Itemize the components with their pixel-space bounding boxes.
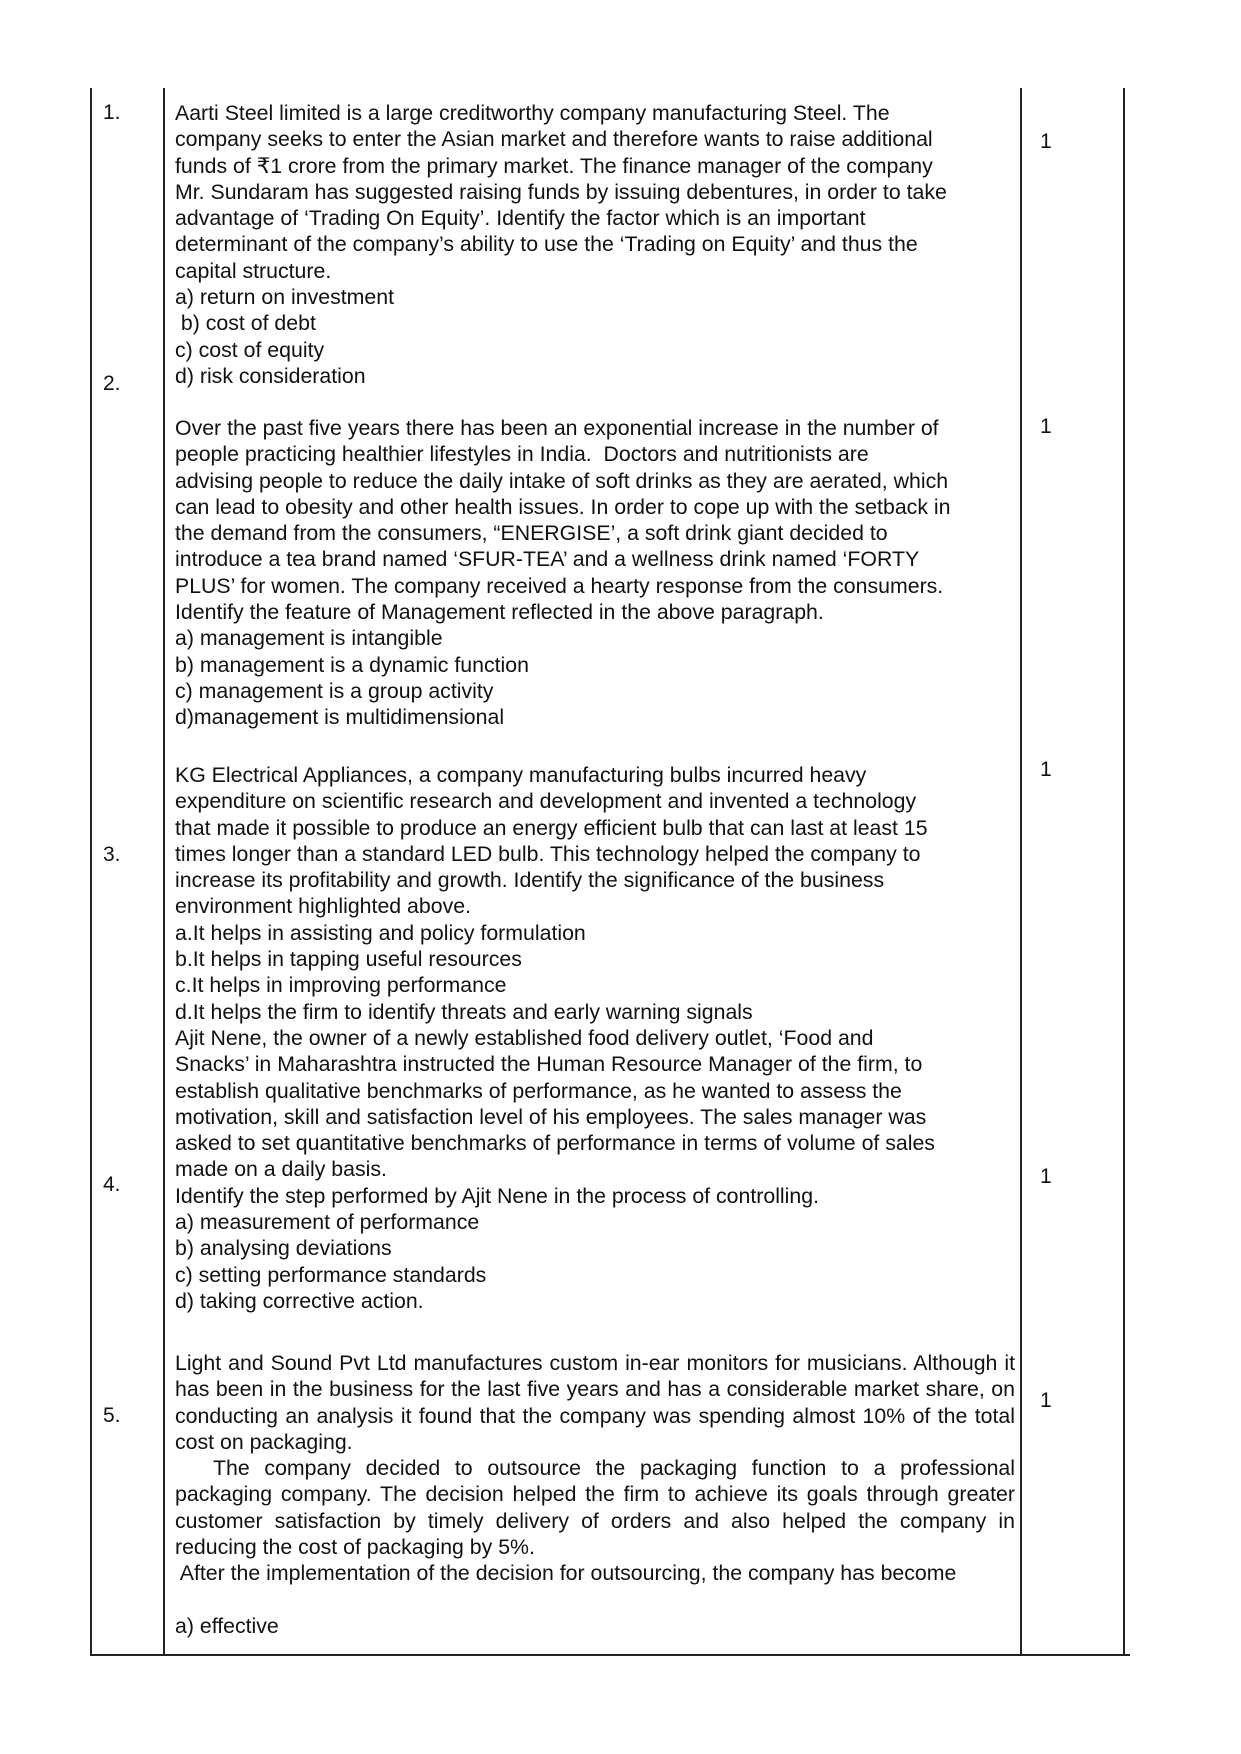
answer-option: c.It helps in improving performance — [175, 973, 507, 998]
question-line: establish qualitative benchmarks of performance, as he wanted to assess the — [175, 1078, 902, 1103]
table-column-divider — [163, 88, 165, 1656]
question-2-text — [175, 415, 1015, 731]
question-line: made on a daily basis. — [175, 1157, 387, 1182]
question-line: the demand from the consumers, “ENERGISE’, a soft drink giant decided to — [175, 521, 888, 546]
question-line: KG Electrical Appliances, a company manufacturing bulbs incurred heavy — [175, 763, 867, 787]
answer-option: a) measurement of performance — [175, 1210, 480, 1235]
question-line: Ajit Nene, the owner of a newly established food delivery outlet, ‘Food and — [175, 1026, 874, 1050]
question-marks: 1 — [1040, 1389, 1052, 1412]
question-line: can lead to obesity and other health issues. In order to cope up with the setback in — [175, 494, 951, 519]
question-line: that made it possible to produce an energy efficient bulb that can last at least 15 — [175, 815, 928, 840]
question-line: motivation, skill and satisfaction level of his employees. The sales manager was — [175, 1104, 927, 1129]
answer-option: a) effective — [175, 1613, 279, 1638]
answer-option: c) management is a group activity — [175, 678, 494, 703]
question-line: funds of ₹1 crore from the primary market. The finance manager of the company — [175, 153, 933, 178]
spacer — [175, 1587, 1015, 1613]
question-line: times longer than a standard LED bulb. This technology helped the company to — [175, 841, 921, 866]
question-prompt: After the implementation of the decision for outsourcing, the company has become — [175, 1561, 957, 1586]
table-left-border — [90, 88, 92, 1656]
question-marks: 1 — [1040, 415, 1052, 438]
question-line: advantage of ‘Trading On Equity’. Identify the factor which is an important — [175, 206, 866, 231]
table-right-border — [1123, 88, 1125, 1656]
answer-option: a) return on investment — [175, 285, 394, 310]
question-line: Over the past five years there has been an exponential increase in the number of — [175, 416, 939, 440]
question-line: determinant of the company’s ability to use the ‘Trading on Equity’ and thus the — [175, 232, 918, 257]
question-line: Aarti Steel limited is a large creditworthy company manufacturing Steel. The — [175, 101, 890, 125]
question-line: asked to set quantitative benchmarks of performance in terms of volume of sales — [175, 1131, 935, 1156]
answer-option: a) management is intangible — [175, 626, 443, 651]
table-bottom-border — [90, 1654, 1130, 1656]
answer-option: b) management is a dynamic function — [175, 652, 529, 677]
answer-option: d.It helps the firm to identify threats and early warning signals — [175, 999, 753, 1024]
question-line: Identify the step performed by Ajit Nene in the process of controlling. — [175, 1183, 819, 1208]
answer-option: d) taking corrective action. — [175, 1288, 424, 1313]
question-paragraph: The company decided to outsource the packaging function to a professional packaging company. The decision helped the firm to achieve its goals through greater customer satisfaction by timely delivery of orders and also helped the company in reducing the cost of packaging by 5%. — [175, 1456, 1015, 1560]
question-4-text — [175, 1025, 1015, 1314]
question-line: company seeks to enter the Asian market and therefore wants to raise additional — [175, 127, 933, 152]
answer-option: b) analysing deviations — [175, 1236, 392, 1261]
question-line: people practicing healthier lifestyles in India. Doctors and nutritionists are — [175, 442, 869, 467]
question-1-text — [175, 100, 1015, 389]
question-line: environment highlighted above. — [175, 894, 471, 919]
table-column-divider — [1020, 88, 1022, 1656]
question-number: 1. — [103, 101, 121, 124]
question-number: 4. — [103, 1173, 121, 1196]
answer-option: b.It helps in tapping useful resources — [175, 947, 522, 972]
question-number: 3. — [103, 843, 121, 866]
answer-option: a.It helps in assisting and policy formulation — [175, 920, 586, 945]
question-number: 5. — [103, 1404, 121, 1427]
answer-option: d)management is multidimensional — [175, 705, 505, 730]
question-line: Snacks’ in Maharashtra instructed the Human Resource Manager of the firm, to — [175, 1052, 923, 1077]
question-marks: 1 — [1040, 130, 1052, 153]
question-marks: 1 — [1040, 758, 1052, 781]
question-number: 2. — [103, 372, 121, 395]
question-3-text — [175, 762, 1015, 1025]
answer-option: c) setting performance standards — [175, 1262, 487, 1287]
question-line: Mr. Sundaram has suggested raising funds by issuing debentures, in order to take — [175, 179, 947, 204]
question-line: expenditure on scientific research and development and invented a technology — [175, 789, 917, 814]
question-line: introduce a tea brand named ‘SFUR-TEA’ and a wellness drink named ‘FORTY — [175, 547, 920, 572]
answer-option: d) risk consideration — [175, 363, 366, 388]
answer-option: c) cost of equity — [175, 337, 325, 362]
question-line: Identify the feature of Management reflected in the above paragraph. — [175, 600, 824, 625]
answer-option: b) cost of debt — [175, 311, 316, 336]
question-5-text — [175, 1350, 1015, 1639]
question-marks: 1 — [1040, 1165, 1052, 1188]
question-line: PLUS’ for women. The company received a hearty response from the consumers. — [175, 573, 944, 598]
question-line: capital structure. — [175, 258, 332, 283]
question-paragraph: Light and Sound Pvt Ltd manufactures custom in-ear monitors for musicians. Although it has been in the business for the last five years and has a considerable market share, on conducting an analysis it found that the company was spending almost 10% of the total cost on packaging. — [175, 1351, 1015, 1454]
question-line: advising people to reduce the daily intake of soft drinks as they are aerated, which — [175, 468, 949, 493]
question-line: increase its profitability and growth. Identify the significance of the business — [175, 868, 885, 893]
